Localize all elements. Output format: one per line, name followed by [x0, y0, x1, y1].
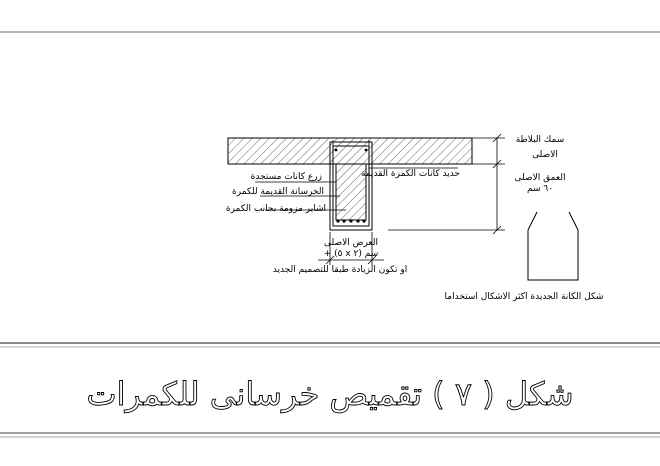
label-orig-width-2: + (٥ x ٢) سم: [323, 249, 379, 259]
label-old-stirrups: حديد كانات الكمرة القديمة: [361, 169, 460, 179]
figure-caption: شكل ( ٧ ) تقميص خرسانى للكمرات: [86, 375, 574, 413]
label-slab-thickness-2: الاصلى: [532, 150, 558, 160]
label-old-concrete: الخرسانة القديمة للكمرة: [232, 187, 324, 197]
label-orig-depth-1: العمق الاصلى: [514, 173, 566, 183]
new-stirrup-shape: [528, 212, 578, 280]
label-new-stirrup-shape: شكل الكانة الجديدة اكثر الاشكال استخداما: [444, 292, 604, 302]
label-slab-thickness-1: سمك البلاطة: [515, 135, 565, 145]
label-orig-depth-2: ٦٠ سم: [526, 184, 554, 194]
label-or-increase: او تكون الزيادة طبقا للتصميم الجديد: [272, 265, 408, 275]
label-side-bars: اشاير مزومة بجانب الكمرة: [225, 204, 326, 214]
label-new-stirrups: زرع كانات مستجدة: [250, 172, 322, 182]
label-orig-width-1: العرض الاصلى: [323, 238, 379, 248]
